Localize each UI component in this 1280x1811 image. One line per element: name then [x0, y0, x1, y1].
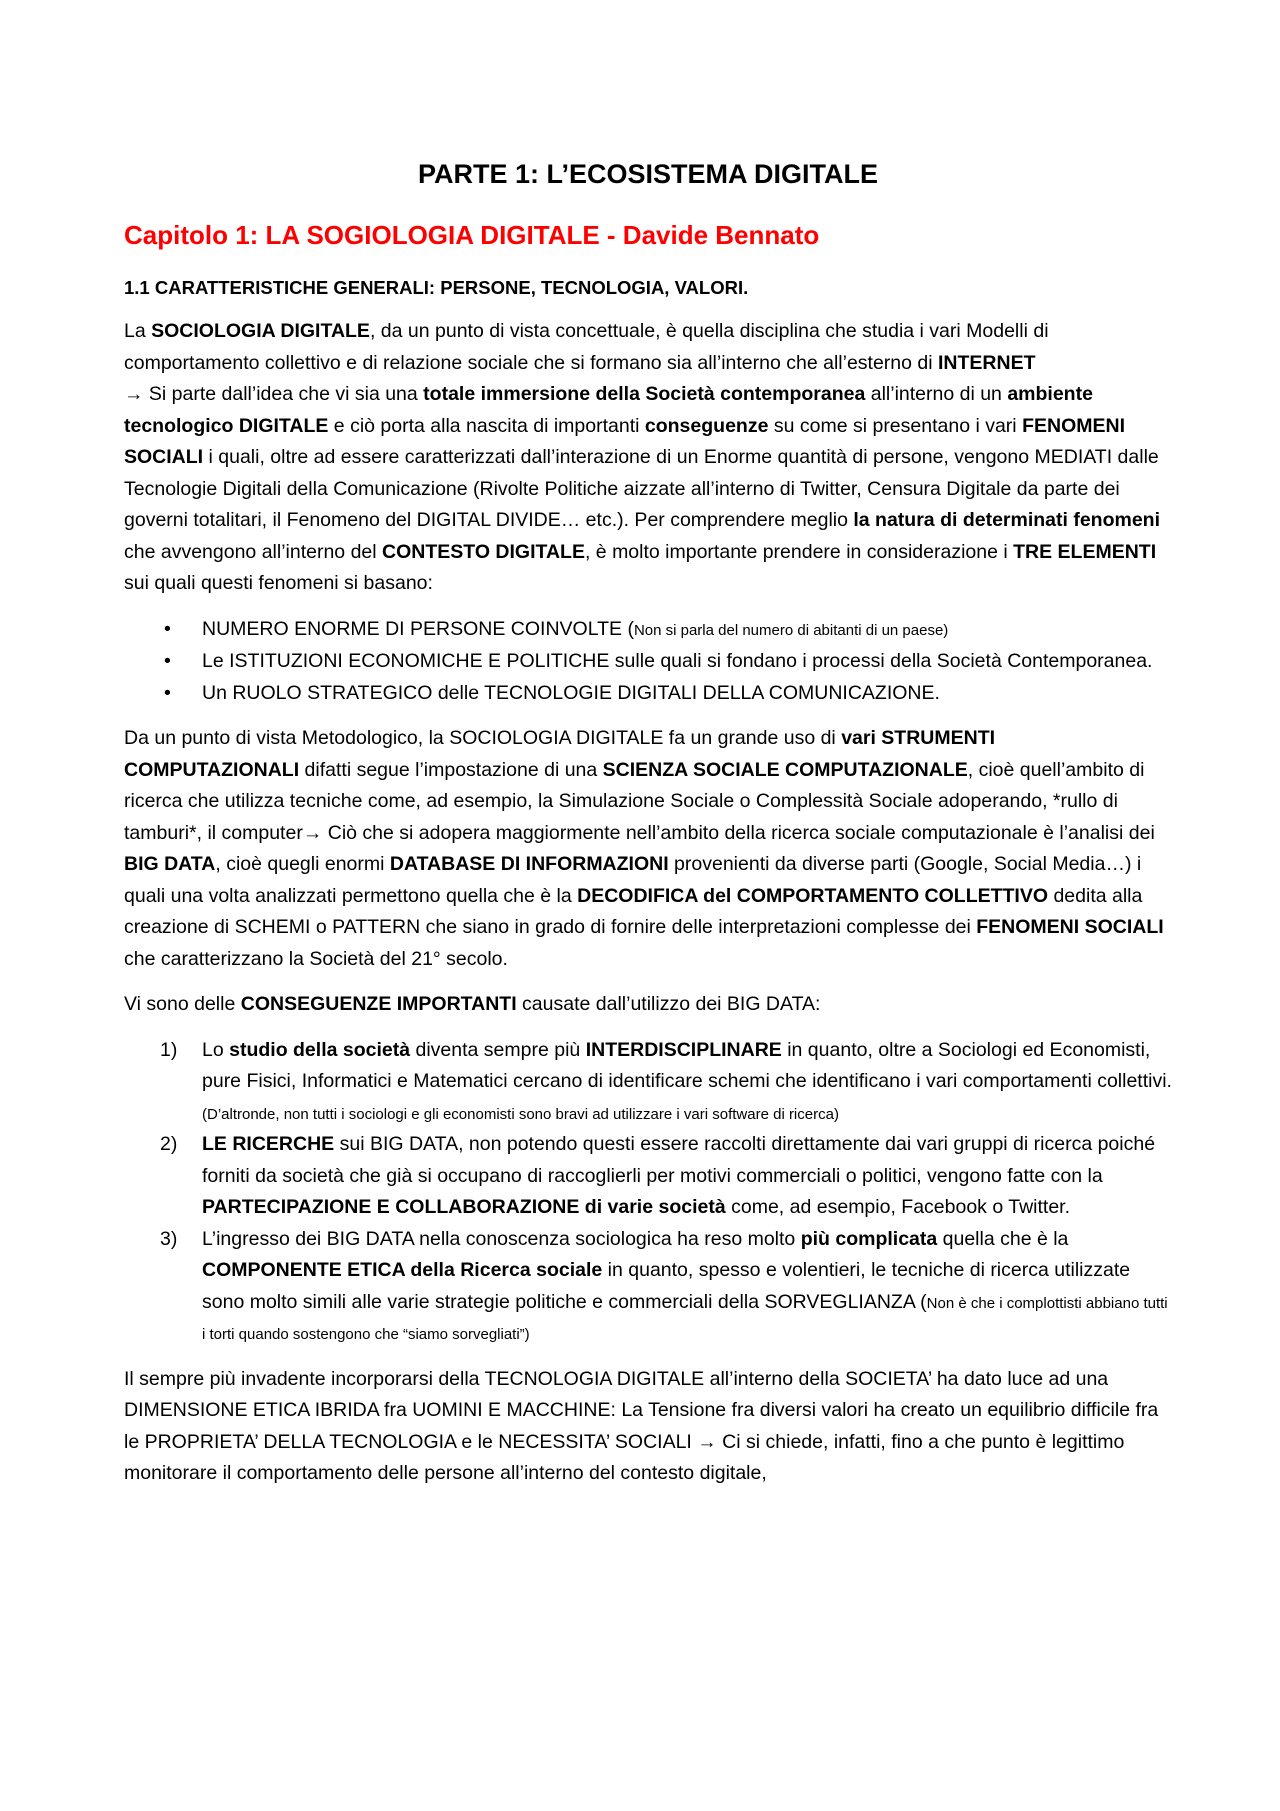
list-item	[124, 678, 1172, 710]
text-run: causate dall’utilizzo dei BIG DATA:	[516, 993, 821, 1015]
bold-run: CONTESTO DIGITALE	[382, 540, 585, 563]
text-run: in quanto, spesso e volentieri, le tecniche di ricerca utilizzate sono molto simili alle varie strategie politiche e commerciali della SORVEGLIANZA (	[202, 1259, 1131, 1313]
bold-run: totale immersione della Società contemporanea	[423, 383, 866, 405]
bold-run: la natura di determinati fenomeni	[853, 509, 1161, 531]
numbered-list	[124, 1035, 1172, 1350]
bold-run: più complicata	[800, 1227, 938, 1250]
text-run: su come si presentano i vari	[768, 414, 1023, 437]
text-run: e ciò porta alla nascita di importanti	[328, 414, 645, 437]
list-item	[124, 1224, 1172, 1350]
text-run: Vi sono delle	[124, 993, 241, 1015]
text-run: , da un punto di vista concettuale, è quella disciplina che studia i vari Modelli di comportamento collettivo e di relazione sociale che si formano sia all’interno che all’esterno di	[124, 320, 1049, 374]
bold-run: DECODIFICA del COMPORTAMENTO COLLETTIVO	[577, 884, 1049, 907]
text-run: sui BIG DATA, non potendo questi essere raccolti direttamente dai vari gruppi di ricerca poiché forniti da società che già si occupano di raccoglierli per motivi commerciali o politici, vengono fatte con la	[202, 1133, 1156, 1187]
text-run: Da un punto di vista Metodologico, la SOCIOLOGIA DIGITALE fa un grande uso di	[124, 727, 842, 749]
section-title: 1.1 CARATTERISTICHE GENERALI: PERSONE, TECNOLOGIA, VALORI.	[124, 277, 749, 298]
text-run: , cioè quegli enormi	[215, 853, 390, 875]
bullet-icon: •	[164, 681, 171, 704]
text-run: dedita alla creazione di SCHEMI o PATTERN che siano in grado di fornire delle interpretazioni complesse dei	[124, 884, 1143, 938]
bold-run: CONSEGUENZE IMPORTANTI	[240, 993, 517, 1015]
bold-run: INTERNET	[938, 351, 1036, 374]
bold-run: DATABASE DI INFORMAZIONI	[389, 853, 669, 875]
text-run: quella che è la	[937, 1227, 1069, 1250]
text-run: che avvengono all’interno del	[124, 540, 383, 563]
bold-run: SOCIOLOGIA DIGITALE	[151, 320, 370, 342]
list-item	[124, 614, 1172, 647]
text-run: come, ad esempio, Facebook o Twitter.	[725, 1196, 1071, 1218]
bullet-icon: •	[164, 617, 171, 640]
bold-run: COMPONENTE ETICA della Ricerca sociale	[202, 1259, 603, 1281]
bold-run: TRE ELEMENTI	[1013, 540, 1157, 563]
text-run: Un RUOLO STRATEGICO delle TECNOLOGIE DIGITALI DELLA COMUNICAZIONE.	[202, 681, 940, 704]
text-run: , cioè quell’ambito di ricerca che utilizza tecniche come, ad esempio, la Simulazione Sociale o Complessità Sociale adoperando, *rullo di tamburi*, il computer	[124, 758, 1145, 844]
small-note: (D’altronde, non tutti i sociologi e gli economisti sono bravi ad utilizzare i vari software di ricerca)	[202, 1105, 839, 1123]
list-item	[124, 1129, 1172, 1224]
list-number: 2)	[160, 1133, 178, 1155]
list-number: 3)	[160, 1227, 178, 1250]
list-item	[124, 646, 1172, 678]
text-run: Si parte dall’idea che vi sia una	[143, 383, 424, 405]
bold-run: FENOMENI SOCIALI	[124, 414, 1125, 468]
small-note: Non è che i complottisti abbiano tutti i torti quando sostengono che “siamo sorvegliati”)	[202, 1294, 1168, 1343]
text-run: in quanto, oltre a Sociologi ed Economisti, pure Fisici, Informatici e Matematici cercano di identificare schemi che identificano i vari comportamenti collettivi.	[202, 1038, 1172, 1092]
text-run: La	[124, 320, 152, 342]
part-title: PARTE 1: L’ECOSISTEMA DIGITALE	[417, 159, 879, 189]
paragraph-methodology	[124, 723, 1172, 975]
paragraph-ethics	[124, 1364, 1172, 1490]
text-run: Ciò che si adopera maggiormente nell’ambito della ricerca sociale computazionale è l’analisi dei	[322, 821, 1155, 844]
text-run: che caratterizzano la Società del 21° secolo.	[124, 947, 508, 970]
bold-run: INTERDISCIPLINARE	[585, 1038, 782, 1061]
arrow-icon: →	[697, 1430, 717, 1453]
paragraph-intro	[124, 316, 1172, 600]
bold-run: BIG DATA	[124, 853, 216, 875]
text-run: Le ISTITUZIONI ECONOMICHE E POLITICHE sulle quali si fondano i processi della Società Contemporanea.	[202, 650, 1153, 672]
text-run: , è molto importante prendere in considerazione i	[584, 540, 1014, 563]
text-run: i quali, oltre ad essere caratterizzati dall’interazione di un Enorme quantità di persone, vengono MEDIATI dalle Tecnologie Digitali della Comunicazione (Rivolte Politiche aizzate all’interno di Twitter, Censura Digitale da parte dei governi totalitari, il Fenomeno del DIGITAL DIVIDE… etc.). Per comprendere meglio	[124, 446, 1159, 531]
bullet-list	[124, 614, 1172, 710]
text-run: difatti segue l’impostazione di una	[299, 758, 603, 781]
arrow-icon: →	[302, 821, 323, 844]
text-run: NUMERO ENORME DI PERSONE COINVOLTE (	[202, 617, 634, 640]
bold-run: conseguenze	[644, 414, 769, 437]
paragraph-consequences	[124, 989, 1172, 1021]
bold-run: PARTECIPAZIONE E COLLABORAZIONE di varie società	[202, 1196, 726, 1218]
arrow-icon: →	[124, 383, 144, 405]
list-number: 1)	[160, 1038, 178, 1061]
text-run: Lo	[202, 1038, 230, 1061]
bold-run: ambiente tecnologico DIGITALE	[124, 383, 1093, 437]
chapter-title: Capitolo 1: LA SOGIOLOGIA DIGITALE - Davide Bennato	[124, 220, 820, 250]
bold-run: LE RICERCHE	[202, 1133, 335, 1155]
bold-run: studio della società	[229, 1038, 411, 1061]
bold-run: FENOMENI SOCIALI	[976, 916, 1164, 938]
small-note: Non si parla del numero di abitanti di un paese)	[633, 621, 949, 639]
bold-run: SCIENZA SOCIALE COMPUTAZIONALE	[602, 758, 968, 781]
text-run: all’interno di un	[865, 383, 1008, 405]
text-run: L’ingresso dei BIG DATA nella conoscenza sociologica ha reso molto	[202, 1227, 801, 1250]
text-run: Il sempre più invadente incorporarsi della TECNOLOGIA DIGITALE all’interno della SOCIETA’ ha dato luce ad una DIMENSIONE ETICA IBRIDA fra UOMINI E MACCHINE: La Tensione fra diversi valori ha creato un equilibrio difficile fra le PROPRIETA’ DELLA TECNOLOGIA e le NECESSITA’ SOCIALI	[124, 1367, 1159, 1453]
text-run: sui quali questi fenomeni si basano:	[124, 572, 433, 594]
bullet-icon: •	[164, 650, 171, 672]
bold-run: vari STRUMENTI COMPUTAZIONALI	[124, 727, 996, 781]
list-item	[124, 1035, 1172, 1130]
text-run: diventa sempre più	[410, 1038, 586, 1061]
text-run: provenienti da diverse parti (Google, Social Media…) i quali una volta analizzati permettono quella che è la	[124, 853, 1142, 907]
text-run: Ci si chiede, infatti, fino a che punto è legittimo monitorare il comportamento delle persone all’interno del contesto digitale,	[124, 1430, 1125, 1484]
document-page	[124, 156, 1172, 1504]
